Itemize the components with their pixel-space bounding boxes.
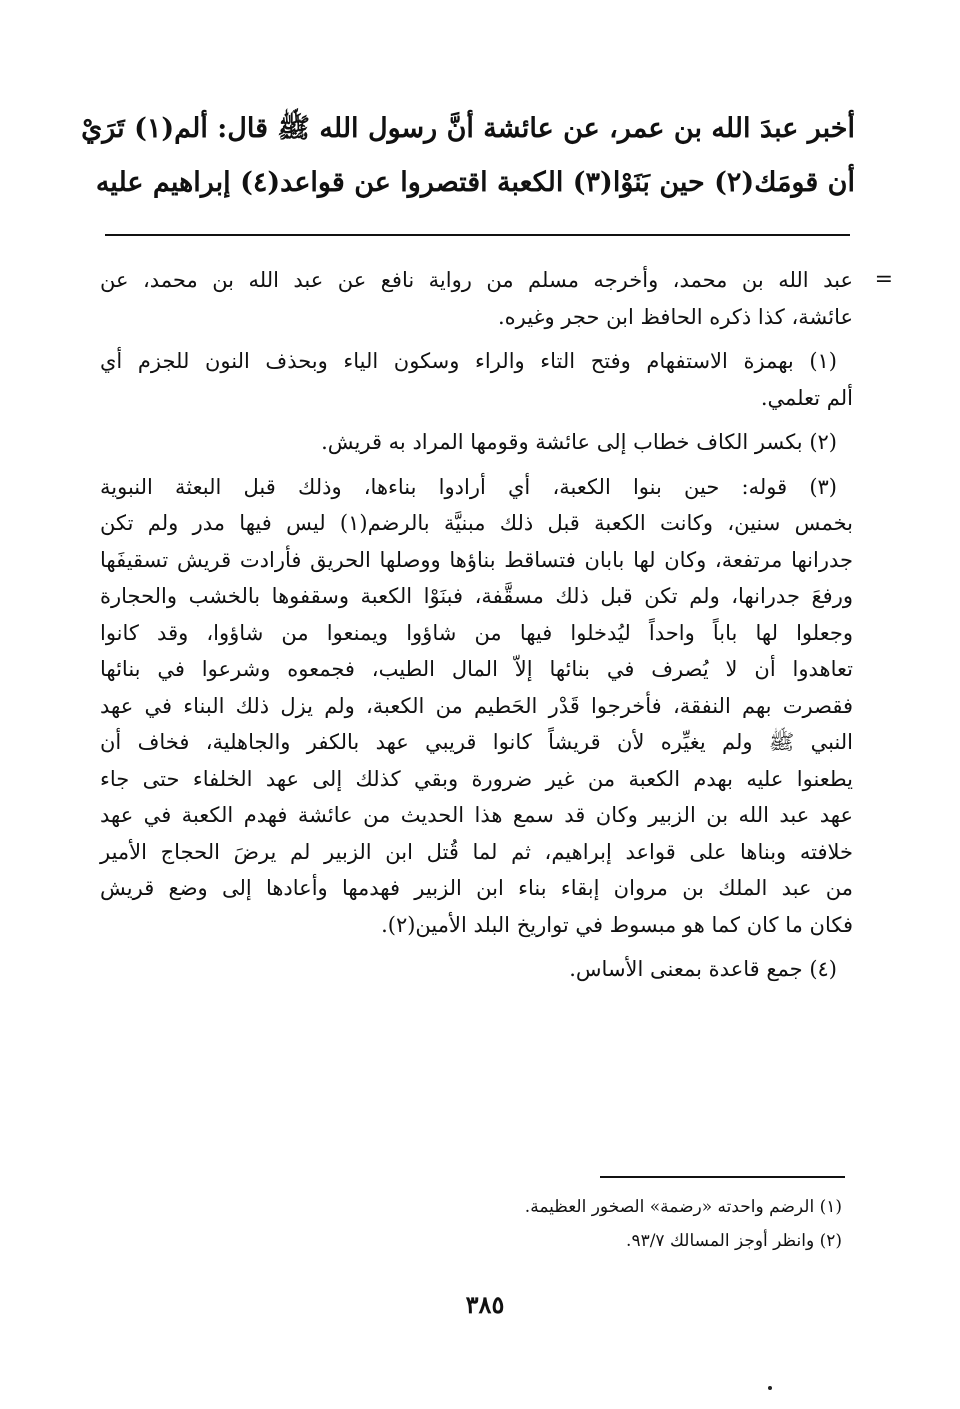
- footnote-line: تعاهدوا أن لا يُصرف في بنائها إلاّ المال الطيب، فجمعوه وشرعوا في بنائها: [100, 657, 853, 681]
- hadith-main-text: [81, 102, 855, 210]
- footnote-line: ألم تعلمي.: [760, 385, 853, 410]
- footnote-line: خلافته وبناها على قواعد إبراهيم، ثم لما قُتل ابن الزبير لم يرضَ الحجاج الأمير: [100, 839, 853, 864]
- footnote-3: [100, 469, 895, 944]
- footnote-line: من عبد الملك بن مروان إبقاء بناء ابن الزبير فهدمها وأعادها إلى وضع قريش: [100, 876, 853, 900]
- footnote-1: [100, 343, 895, 416]
- footnote-line: فكان ما كان كما هو مبسوط في تواريخ البلد الأمين(٢).: [381, 912, 853, 937]
- subnote-1: (١) الرضم واحدته «رضمة» الصخور العظيمة.: [524, 1197, 842, 1217]
- footnote-line: ورفعَ جدرانها، ولم تكن قبل ذلك مسقَّفة، فبنَوْا الكعبة وسقفوها بالخشب والحجارة: [100, 584, 853, 608]
- main-text-line: أن قومَك(٢) حين بَنَوْا(٣) الكعبة اقتصروا عن قواعد(٤) إبراهيم عليه: [95, 167, 855, 198]
- continued-footnote: [100, 262, 895, 335]
- subnotes-section: [100, 1190, 850, 1258]
- footnote-line: جدرانها مرتفعة، وكان لها بابان فتساقط بناؤها ووصلها الحريق فأرادت قريش تسقيفَها: [100, 547, 853, 572]
- footnote-line: النبي ﷺ ولم يغيِّره لأن قريشاً كانوا قريبي عهد بالكفر والجاهلية، فخاف أن: [100, 730, 853, 754]
- footnotes-section: [100, 262, 895, 996]
- footnote-line: عبد الله بن محمد، وأخرجه مسلم من رواية نافع عن عبد الله بن محمد، عن: [100, 268, 853, 292]
- footnote-line: (٢) بكسر الكاف خطاب إلى عائشة وقومها المراد به قريش.: [321, 430, 837, 454]
- main-text-line: أخبر عبدَ الله بن عمر، عن عائشة أنَّ رسول الله ﷺ قال: ألم(١) تَرَيْ: [81, 113, 855, 144]
- footnote-line: فقصرت بهم النفقة، فأخرجوا قَدْر الحَطيم من الكعبة، ولم يزل ذلك البناء في عهد: [100, 693, 853, 718]
- footnote-line: (٣) قوله: حين بنوا الكعبة، أي أرادوا بناءها، وذلك قبل البعثة النبوية: [100, 474, 837, 499]
- footnote-line: (٤) جمع قاعدة بمعنى الأساس.: [569, 957, 837, 981]
- footnote-line: وجعلوا لها باباً واحداً ليُدخلوا فيها من شاؤوا ويمنعوا من شاؤوا، وقد كانوا: [100, 620, 853, 645]
- footnote-4: [100, 951, 895, 988]
- footnote-line: (١) بهمزة الاستفهام وفتح التاء والراء وسكون الياء وبحذف النون للجزم أي: [100, 349, 837, 373]
- continuation-mark: =: [874, 267, 893, 292]
- page-number: ٣٨٥: [465, 1290, 505, 1319]
- footnote-separator-rule: [105, 234, 850, 236]
- subnote-2: (٢) وانظر أوجز المسالك ٩٣/٧.: [626, 1231, 842, 1251]
- subnote-separator-rule: [600, 1176, 845, 1178]
- footnote-2: [100, 424, 895, 461]
- footnote-line: عائشة، كذا ذكره الحافظ ابن حجر وغيره.: [497, 304, 853, 329]
- footnote-line: بخمس سنين، وكانت الكعبة قبل ذلك مبنيَّة بالرضم(١) ليس فيها مدر ولم تكن: [100, 511, 854, 535]
- footnote-line: عهد عبد الله بن الزبير وكان قد سمع هذا الحديث من عائشة فهدم الكعبة في عهد: [100, 803, 853, 827]
- print-speck: [768, 1386, 772, 1390]
- footnote-line: يطعنوا عليه بهدم الكعبة من غير ضرورة وبقي كذلك إلى عهد الخلفاء حتى جاء: [100, 766, 853, 791]
